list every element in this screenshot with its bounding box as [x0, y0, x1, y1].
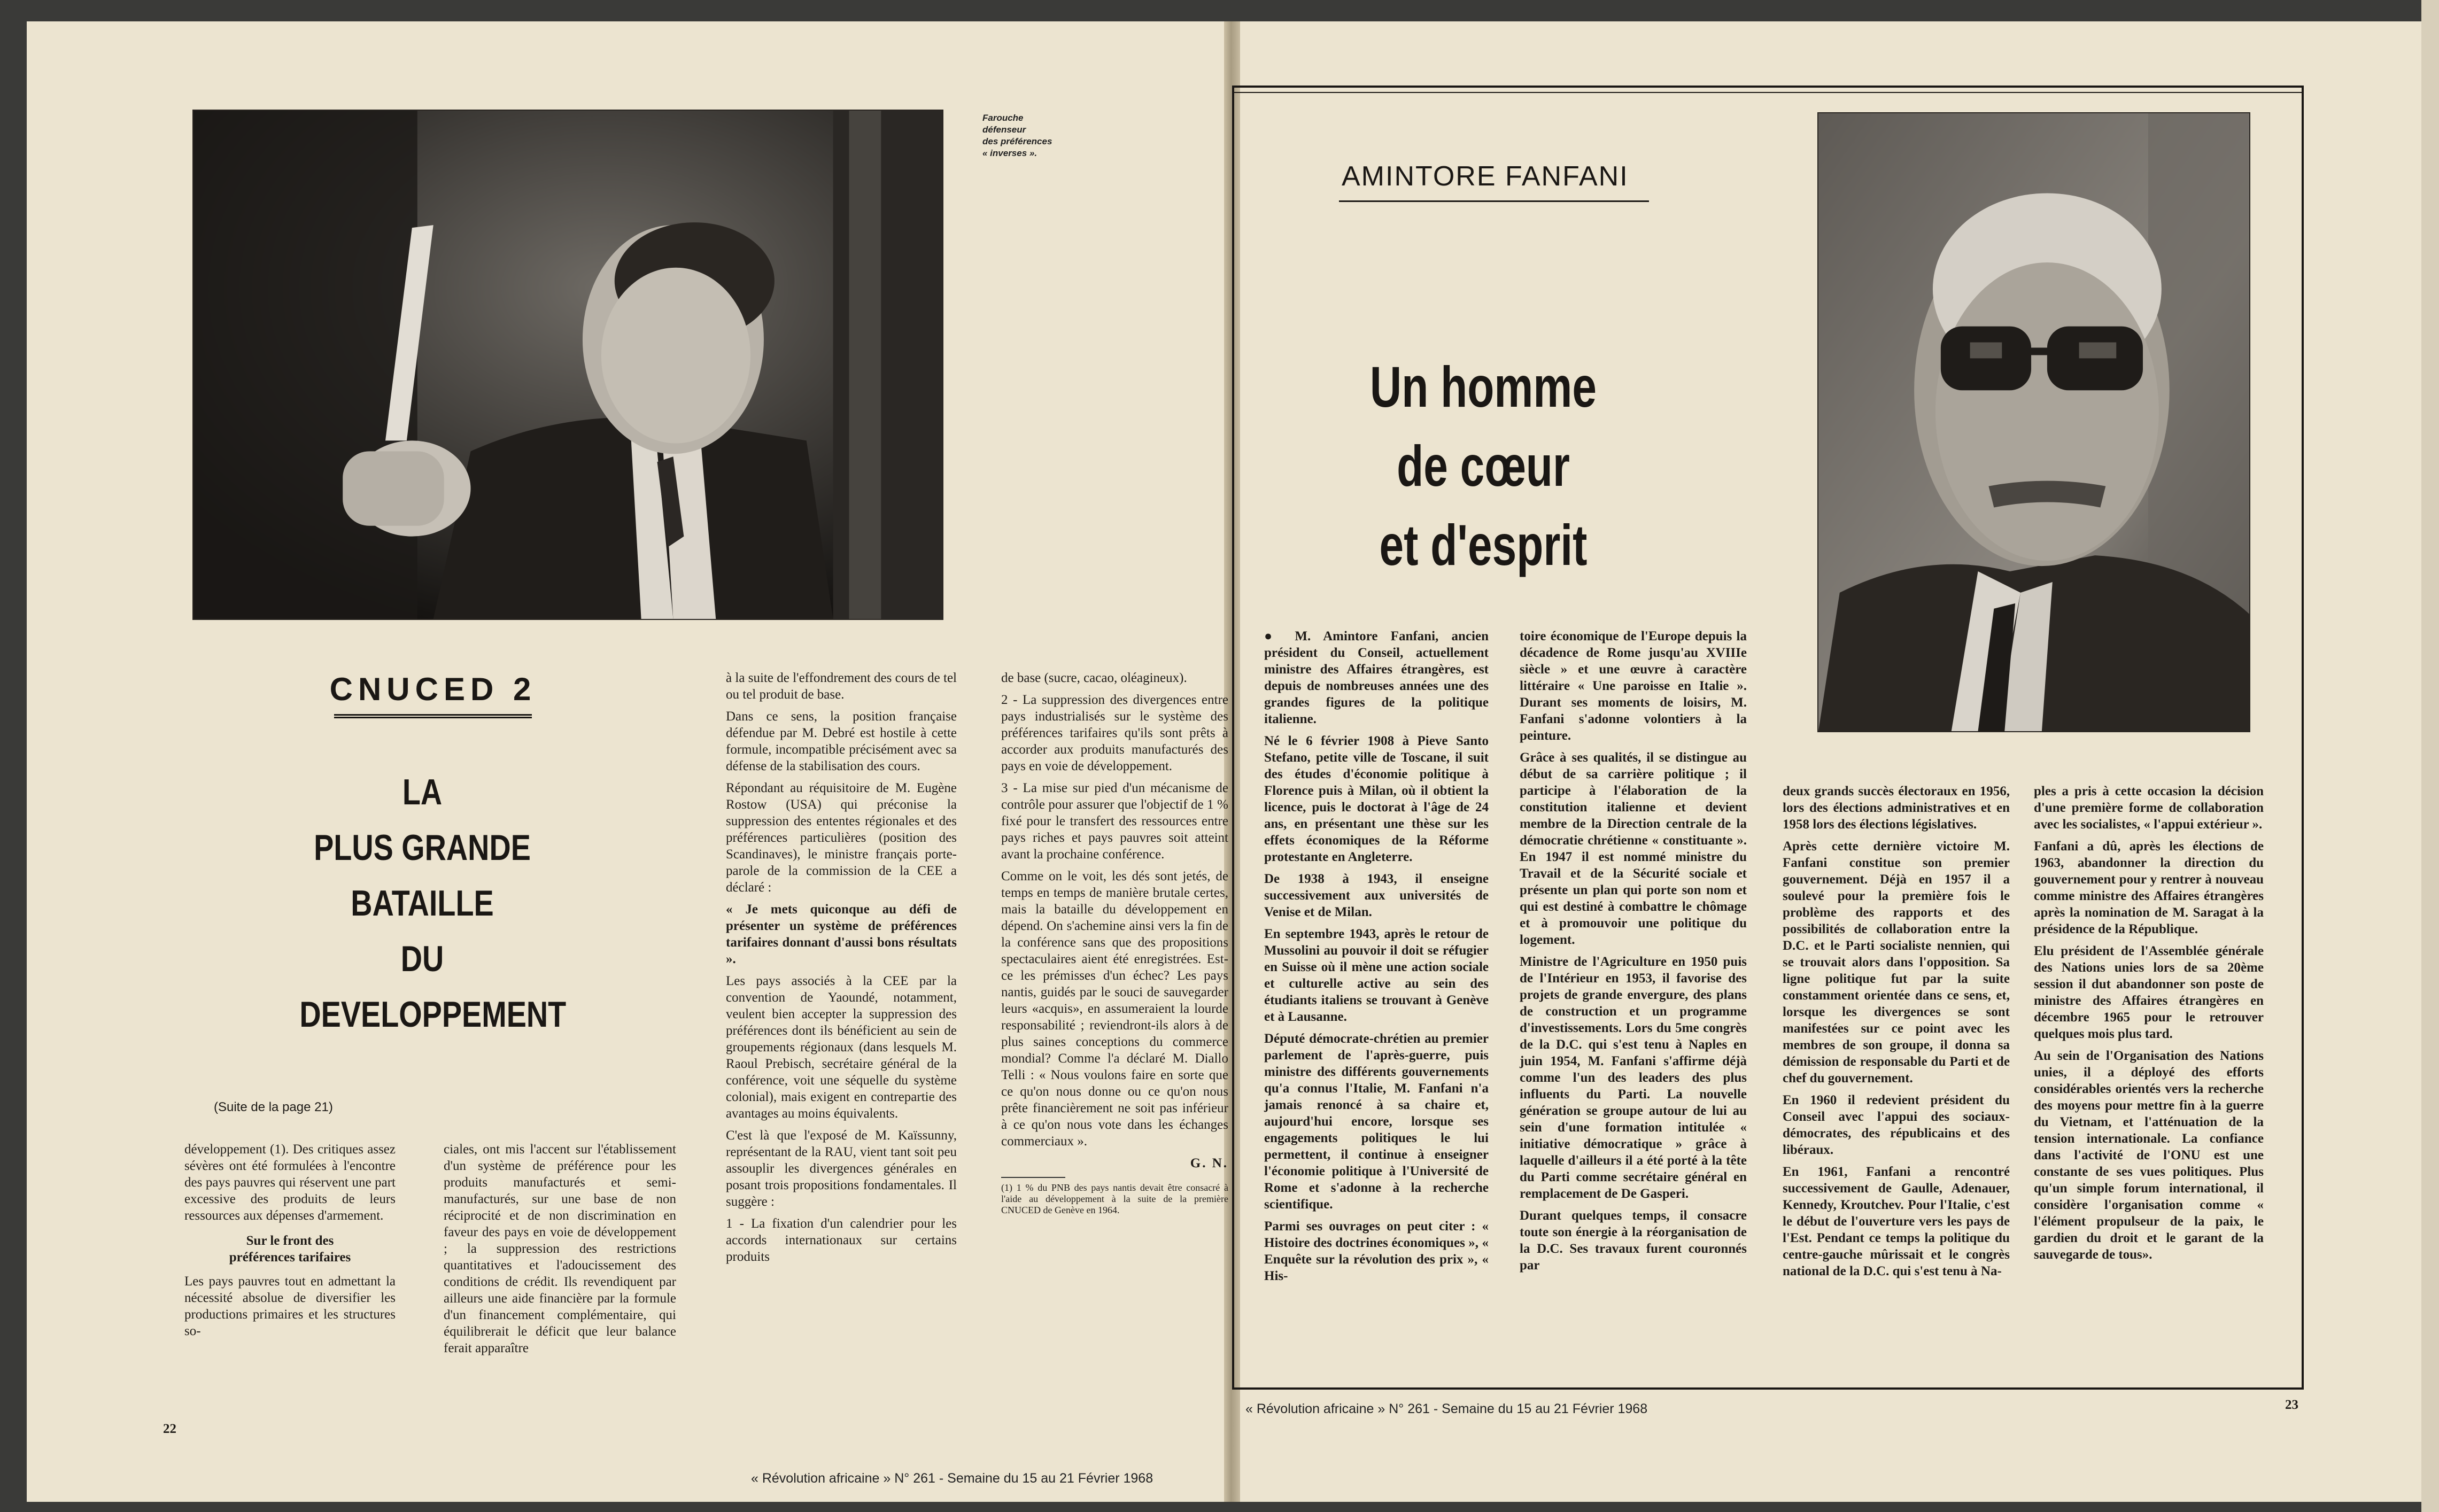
paragraph: à la suite de l'effondrement des cours de tel ou tel produit de base. — [726, 671, 957, 702]
caption-line-4: « inverses ». — [982, 148, 1037, 158]
paragraph: Fanfani a dû, après les élections de 1963, abandonner la direction du gouvernement pour y rentrer à nouveau comme ministre des Affaires étrangères après la nomination de M. Saragat à la présidence de la République. — [2034, 839, 2264, 936]
paragraph: Après cette dernière victoire M. Fanfani constitue son premier gouvernement. Déjà en 1957 il a soulevé pour la première fois le problème des rapports et des possibilités de collaboration entre la D.C. et le Parti socialiste nennien, qui se trouvait alors dans l'opposition. Sa ligne politique fut par la suite constamment orientée dans ce sens, et, lorsque les divergences se sont manifestées sur ce point avec les membres de son groupe, il donna sa démission de responsable du Parti et de chef du gouvernement. — [1783, 839, 2010, 1085]
headline-line-3: et d'esprit — [1379, 513, 1588, 577]
name-heading-rule — [1339, 200, 1649, 202]
caption-line-3: des préférences — [982, 136, 1052, 146]
paragraph: Comme on le voit, les dés sont jetés, de temps en temps de manière brutale certes, mais la bataille du développement en dépend. On s'achemine ainsi vers la fin de la conférence sans que des propositions spectaculaires aient été enregistrées. Est-ce les prémisses d'un échec? Les pays nantis, guidés par le souci de sauvegarder leurs «acquis», en assumeraient la lourde responsabilité ; reviendront-ils alors à de plus saines conceptions du commerce mondial? Comme l'a déclaré M. Diallo Telli : « Nous voulons faire en sorte que ce qu'on nous donne ou ce qu'on nous prête financièrement ne soit pas inférieur à ce qu'on nous vote dans les échanges commerciaux ». — [1001, 869, 1228, 1149]
paragraph: Parmi ses ouvrages on peut citer : « Histoire des doctrines économiques », « Enquête sur la révolution des prix », « His- — [1264, 1219, 1489, 1283]
headline-line-1: LA — [402, 772, 443, 812]
page-edge — [2421, 0, 2439, 1512]
paragraph: ciales, ont mis l'accent sur l'établissement d'un système de préférence pour les produits manufacturés et semi-manufacturés, sur une base de non réciprocité et de non discrimination en faveur des pays en voie de développement ; la suppression des restrictions quantitatives et l'adoucissement des conditions de crédit. Ils revendiquent par ailleurs une aide financière par la formule d'un financement complémentaire, qui équilibrerait le déficit que leur balance ferait apparaître — [444, 1142, 676, 1355]
paragraph: Elu président de l'Assemblée générale des Nations unies lors de sa 20ème session il dut abandonner son poste de ministre des Affaires étrangères en décembre 1965 pour le retrouver quelques mois plus tard. — [2034, 944, 2264, 1041]
left-headline — [299, 764, 567, 1042]
folio-right: « Révolution africaine » N° 261 - Semaine du 15 au 21 Février 1968 — [1245, 1401, 1648, 1416]
page-number-right: 23 — [2285, 1398, 2298, 1412]
paragraph: ● M. Amintore Fanfani, ancien président du Conseil, actuellement ministre des Affaires étrangères, est depuis de nombreuses années une des grandes figures de la politique italienne. — [1264, 629, 1489, 726]
photo-delegate-image — [193, 111, 942, 619]
right-col-4 — [2034, 783, 2264, 1268]
paragraph: Dans ce sens, la position française défendue par M. Debré est hostile à cette formule, incompatible précisément avec sa défense de la stabilisation des cours. — [726, 709, 957, 773]
headline-line-3: BATAILLE — [351, 883, 494, 924]
paragraph: ples a pris à cette occasion la décision d'une première forme de collaboration avec les socialistes, « l'appui extérieur ». — [2034, 784, 2264, 832]
kicker-rule — [334, 714, 532, 718]
name-heading: AMINTORE FANFANI — [1342, 161, 1629, 192]
paragraph: Répondant au réquisitoire de M. Eugène Rostow (USA) qui préconise la suppression des ententes régionales et des préférences particulières (position des Scandinaves), le ministre français porte-parole de la commission de la CEE a déclaré : — [726, 781, 957, 895]
headline-line-5: DEVELOPPEMENT — [299, 994, 567, 1035]
paragraph: deux grands succès électoraux en 1956, lors des élections administratives et en 1958 lors des élections législatives. — [1783, 784, 2010, 832]
headline-line-1: Un homme — [1369, 354, 1597, 419]
footnote: (1) 1 % du PNB des pays nantis devait être consacré à l'aide au développement à la suite de la première CNUCED de Genève en 1964. — [1001, 1182, 1228, 1215]
paragraph: Au sein de l'Organisation des Nations unies, il a déployé des efforts considérables orientés vers la recherche des moyens pour mettre fin à la guerre du Vietnam, et l'atténuation de la tension internationale. La confiance dans l'activité de l'ONU est une constante de ses vues politiques. Plus qu'un simple forum international, il considère l'organisation comme « l'élément propulseur de la paix, le gardien du droit et le garant de la sauvegarde de tous». — [2034, 1049, 2264, 1262]
photo-fanfani — [1817, 112, 2250, 732]
paragraph: Député démocrate-chrétien au premier parlement de l'après-guerre, puis ministre des différents gouvernements qu'a connus l'Italie, M. Fanfani n'a jamais renoncé à sa chaire et, aujourd'hui encore, lorsque ses engagements politiques le lui permettent, il continue à enseigner l'économie politique à l'Université de Rome et s'adonne à la recherche scientifique. — [1264, 1032, 1489, 1212]
right-col-2 — [1520, 628, 1747, 1279]
caption-line-1: Farouche — [982, 113, 1024, 123]
kicker-text: CNUCED 2 — [329, 671, 537, 707]
paragraph: Ministre de l'Agriculture en 1950 puis de l'Intérieur en 1953, il favorise des projets de grande envergure, des plans de construction et un programme d'investissements. Lors du 5me congrès de la D.C. qui s'est tenu à Naples en juin 1954, M. Fanfani s'affirme déjà comme l'un des leaders des plus influents du Parti. La nouvelle génération se groupe autour de lui au sein d'une formation intitulée « initiative démocratique » grâce à laquelle d'ailleurs il a été porté à la tête du Parti comme secrétaire général en remplacement de De Gasperi. — [1520, 955, 1747, 1201]
paragraph: développement (1). Des critiques assez sévères ont été formulées à l'encontre des pays pauvres qui réservent une part excessive des produits de leurs ressources aux dépenses d'armement. — [184, 1142, 396, 1223]
left-col-4 — [1001, 670, 1228, 1221]
paragraph: Né le 6 février 1908 à Pieve Santo Stefano, petite ville de Toscane, il suit des études d'économie politique à Florence puis à Milan, où il obtient la licence, puis le doctorat à l'âge de 24 ans, en présentant une thèse sur les effets économiques de la Réforme protestante en Angleterre. — [1264, 734, 1489, 864]
right-col-3 — [1783, 783, 2010, 1285]
caption-line-2: défenseur — [982, 125, 1026, 135]
paragraph: De 1938 à 1943, il enseigne successivement aux universités de Venise et de Milan. — [1264, 872, 1489, 919]
photo-caption — [982, 112, 1121, 159]
quote-paragraph: « Je mets quiconque au défi de présenter un système de préférences tarifaires donnant d'aussi bons résultats ». — [726, 902, 957, 966]
left-col-2 — [444, 1141, 676, 1362]
paragraph: C'est là que l'exposé de M. Kaïssunny, représentant de la RAU, vient tant soit peu assouplir les divergences générales en posant trois propositions fondamentales. Il suggère : — [726, 1128, 957, 1209]
paragraph: de base (sucre, cacao, oléagineux). — [1001, 671, 1187, 685]
paragraph: 2 - La suppression des divergences entre pays industrialisés sur le système des préférences tarifaires qu'ils sont prêts à accorder aux produits manufacturés des pays en voie de développement. — [1001, 693, 1228, 773]
right-headline — [1331, 347, 1636, 585]
paragraph: Grâce à ses qualités, il se distingue au début de sa carrière politique ; il participe à l'élaboration de la constitution italienne et devient membre de la Direction centrale de la démocratie chrétienne « constituante ». En 1947 il est nommé ministre du Travail et de la Sécurité sociale et présente un plan qui porte son nom et qui est destiné à combattre le chômage et à promouvoir une politique du logement. — [1520, 750, 1747, 947]
paragraph: 3 - La mise sur pied d'un mécanisme de contrôle pour assurer que l'objectif de 1 % fixé pour le transfert des ressources entre pays riches et pays pauvres soit atteint avant la prochaine conférence. — [1001, 781, 1228, 862]
left-col-3 — [726, 670, 957, 1270]
headline-line-4: DU — [400, 939, 444, 979]
subhead-line-2: préférences tarifaires — [229, 1250, 351, 1265]
photo-delegate — [192, 110, 943, 620]
page-number-left: 22 — [163, 1422, 176, 1436]
footnote-rule — [1001, 1177, 1065, 1178]
headline-line-2: PLUS GRANDE — [314, 827, 531, 868]
paragraph: En septembre 1943, après le retour de Mussolini au pouvoir il doit se réfugier en Suisse où il mène une action sociale et culturelle active au sein des étudiants italiens se trouvant à Genève et à Lausanne. — [1264, 927, 1489, 1024]
left-col-1 — [184, 1141, 396, 1345]
continued-note: (Suite de la page 21) — [214, 1100, 333, 1114]
paragraph: Les pays associés à la CEE par la convention de Yaoundé, notamment, veulent bien accepter la suppression des préférences dont ils bénéficient au sein de groupements régionaux (dans lesquels M. Raoul Prebisch, secrétaire général de la conférence, voit une séquelle du système colonial), mais exigent en contrepartie des avantages au moins équivalents. — [726, 974, 957, 1121]
headline-line-2: de cœur — [1397, 433, 1570, 498]
paragraph: En 1960 il redevient président du Conseil avec l'appui des sociaux-démocrates, des républicains et des libéraux. — [1783, 1093, 2010, 1157]
right-col-1 — [1264, 628, 1489, 1290]
paragraph: Les pays pauvres tout en admettant la nécessité absolue de diversifier les productions primaires et les structures so- — [184, 1274, 396, 1338]
paragraph: 1 - La fixation d'un calendrier pour les accords internationaux sur certains produits — [726, 1216, 957, 1264]
signature: G. N. — [1190, 1156, 1228, 1170]
photo-fanfani-image — [1818, 113, 2249, 731]
paragraph: En 1961, Fanfani a rencontré successivement de Gaulle, Adenauer, Kennedy, Kroutchev. Pour l'Italie, c'est le début de l'ouverture vers les pays de l'Est. Pendant ce temps la politique du centre-gauche mûrissait et le congrès national de la D.C. qui s'est tenu à Na- — [1783, 1165, 2010, 1278]
subhead-line-1: Sur le front des — [246, 1234, 334, 1248]
paragraph: Durant quelques temps, il consacre toute son énergie à la réorganisation de la D.C. Ses travaux furent couronnés par — [1520, 1208, 1747, 1273]
subhead — [184, 1232, 396, 1266]
frame-inner-rule — [1232, 92, 2304, 93]
section-kicker — [315, 671, 551, 718]
paragraph: toire économique de l'Europe depuis la décadence de Rome jusqu'au XVIIIe siècle » et une œuvre à caractère littéraire « Une paroisse en Italie ». Durant ses moments de loisirs, M. Fanfani s'adonne volontiers à la peinture. — [1520, 629, 1747, 743]
folio-left: « Révolution africaine » N° 261 - Semaine du 15 au 21 Février 1968 — [751, 1471, 1153, 1486]
